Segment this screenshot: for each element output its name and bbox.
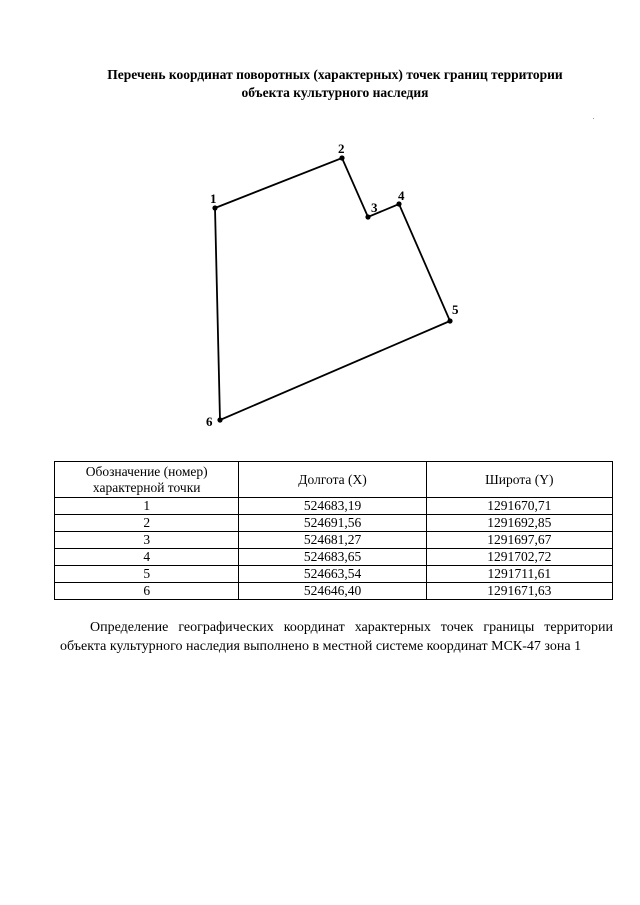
cell-latitude: 1291711,61 (426, 566, 612, 583)
cell-latitude: 1291702,72 (426, 549, 612, 566)
boundary-polygon (215, 158, 450, 420)
cell-latitude: 1291692,85 (426, 515, 612, 532)
table-row (55, 515, 613, 532)
point-label-2: 2 (338, 141, 345, 156)
coordinates-table (54, 461, 613, 600)
table-header-row (55, 462, 613, 498)
point-marker-3 (365, 214, 370, 219)
point-marker-5 (447, 318, 452, 323)
table-row (55, 532, 613, 549)
document-title-line-2: объекта культурного наследия (241, 85, 429, 100)
point-label-1: 1 (210, 191, 217, 206)
cell-longitude: 524691,56 (239, 515, 426, 532)
cell-longitude: 524646,40 (239, 583, 426, 600)
cell-point-number: 5 (55, 566, 239, 583)
header-latitude: Широта (Y) (426, 462, 612, 498)
cell-point-number: 6 (55, 583, 239, 600)
cell-point-number: 4 (55, 549, 239, 566)
header-point-number: Обозначение (номер) характерной точки (55, 462, 239, 498)
cell-point-number: 2 (55, 515, 239, 532)
point-label-3: 3 (371, 200, 378, 215)
cell-longitude: 524683,65 (239, 549, 426, 566)
table-row (55, 566, 613, 583)
point-label-6: 6 (206, 414, 213, 429)
document-title-line-1: Перечень координат поворотных (характерных) точек границ территории (107, 67, 563, 82)
cell-longitude: 524683,19 (239, 498, 426, 515)
cell-latitude: 1291670,71 (426, 498, 612, 515)
cell-longitude: 524681,27 (239, 532, 426, 549)
point-marker-1 (212, 205, 217, 210)
coordinate-system-note: Определение географических координат характерных точек границы территории объекта культурного наследия выполнено в местной системе координат МСК-47 зона 1 (60, 620, 613, 654)
cell-longitude: 524663,54 (239, 566, 426, 583)
cell-latitude: 1291671,63 (426, 583, 612, 600)
point-marker-6 (217, 417, 222, 422)
cell-latitude: 1291697,67 (426, 532, 612, 549)
point-label-5: 5 (452, 302, 459, 317)
cell-point-number: 1 (55, 498, 239, 515)
table-row (55, 583, 613, 600)
header-longitude: Долгота (X) (239, 462, 426, 498)
point-marker-2 (339, 155, 344, 160)
table-row (55, 498, 613, 515)
point-label-4: 4 (398, 188, 405, 203)
scan-speck (593, 118, 594, 119)
cell-point-number: 3 (55, 532, 239, 549)
table-row (55, 549, 613, 566)
